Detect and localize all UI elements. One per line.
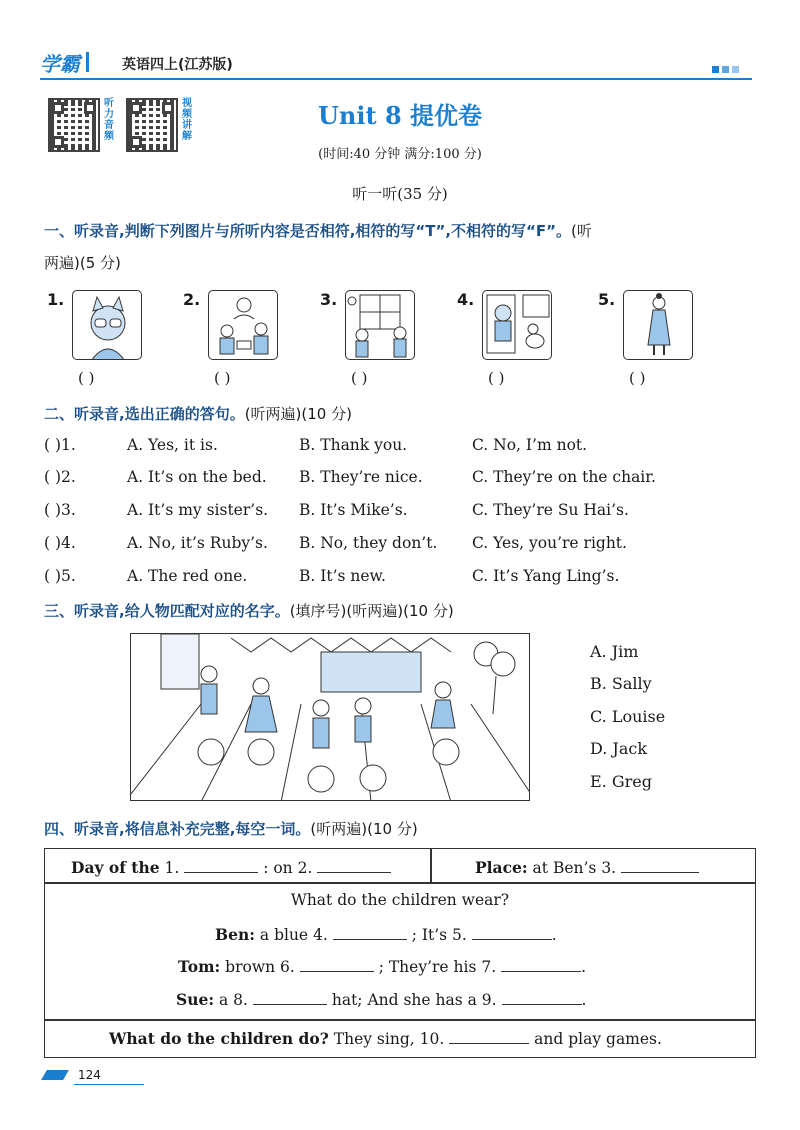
- question-paren[interactable]: ( )5.: [44, 567, 76, 585]
- option-b: B. It’s Mike’s.: [299, 501, 408, 519]
- blank-10[interactable]: [449, 1030, 529, 1044]
- section1-title: 一、听录音,判断下列图片与所听内容是否相符,相符的写“T”,不相符的写“F”。: [44, 222, 572, 240]
- blank-number: 2.: [297, 859, 313, 877]
- question-row: [44, 436, 756, 462]
- option-b: B. No, they don’t.: [299, 534, 438, 552]
- option-b: B. Thank you.: [299, 436, 408, 454]
- blank-number: 1.: [164, 859, 180, 877]
- option-a: A. Yes, it is.: [127, 436, 218, 454]
- qr-code-video-icon[interactable]: [126, 98, 178, 152]
- row-tom: [178, 957, 586, 976]
- section1-heading: [44, 220, 592, 241]
- blank-9[interactable]: [502, 991, 582, 1005]
- question-row: [44, 501, 756, 527]
- option-a: A. It’s on the bed.: [127, 468, 267, 486]
- name-sue: Sue:: [176, 990, 215, 1009]
- name-option: E. Greg: [590, 772, 652, 791]
- question-row: [44, 534, 756, 560]
- brand-logo: [40, 46, 89, 78]
- answer-paren[interactable]: ( ): [78, 369, 95, 387]
- option-b: B. It’s new.: [299, 567, 386, 585]
- section4-title: 四、听录音,将信息补充完整,每空一词。: [44, 820, 311, 838]
- answer-paren[interactable]: ( ): [214, 369, 231, 387]
- family-picture: [208, 290, 278, 360]
- page-footer: [44, 1066, 104, 1088]
- answer-paren[interactable]: ( ): [488, 369, 505, 387]
- logo-text: 学霸: [40, 51, 80, 76]
- party-window-icon: [346, 291, 415, 360]
- picture-number: 4.: [457, 290, 475, 309]
- party-scene-picture: [130, 633, 530, 801]
- blank-8[interactable]: [253, 991, 327, 1005]
- section4-heading: [44, 818, 418, 839]
- blank-number: 5.: [452, 926, 467, 944]
- row-activity: [109, 1029, 662, 1048]
- question-row: [44, 468, 756, 494]
- option-c: C. They’re on the chair.: [472, 468, 656, 486]
- day-text: : on: [263, 859, 293, 877]
- pen-icon: [41, 1070, 69, 1080]
- time-score-info: (时间:40 分钟 满分:100 分): [318, 147, 482, 162]
- header-square-icon: [732, 66, 739, 73]
- party-window-picture: [345, 290, 415, 360]
- table-cell-day: [71, 858, 391, 877]
- option-c: C. They’re Su Hai’s.: [472, 501, 629, 519]
- blank-6[interactable]: [300, 958, 374, 972]
- picture-number: 2.: [183, 290, 201, 309]
- blank-1[interactable]: [184, 859, 258, 873]
- text: .: [581, 958, 587, 976]
- blank-number: 7.: [481, 958, 497, 976]
- text: a blue: [259, 926, 309, 944]
- question-paren[interactable]: ( )3.: [44, 501, 76, 519]
- option-a: A. The red one.: [127, 567, 248, 585]
- section2-heading: [44, 403, 352, 424]
- option-a: A. No, it’s Ruby’s.: [127, 534, 268, 552]
- place-text: at Ben’s: [532, 859, 597, 877]
- girl-dress-picture: [623, 290, 693, 360]
- day-label: Day of the: [71, 858, 160, 877]
- blank-number: 8.: [233, 991, 248, 1009]
- text: brown: [225, 958, 276, 976]
- footer-rule: [74, 1084, 144, 1085]
- table-cell-place: [475, 858, 699, 877]
- table-rule: [45, 882, 755, 884]
- blank-number: 6.: [280, 958, 295, 976]
- name-option: D. Jack: [590, 739, 648, 758]
- picture-number: 1.: [47, 290, 65, 309]
- section1-tail: (听: [571, 222, 592, 240]
- dog-door-picture: [482, 290, 552, 360]
- girl-dress-icon: [624, 291, 693, 360]
- question-paren[interactable]: ( )4.: [44, 534, 76, 552]
- wear-question: What do the children wear?: [290, 891, 510, 909]
- section2-title: 二、听录音,选出正确的答句。: [44, 405, 245, 423]
- family-icon: [209, 291, 278, 360]
- option-b: B. They’re nice.: [299, 468, 423, 486]
- text: ; It’s: [411, 926, 448, 944]
- section3-heading: [44, 600, 454, 621]
- option-c: C. It’s Yang Ling’s.: [472, 567, 620, 585]
- header-square-icon: [722, 66, 729, 73]
- blank-4[interactable]: [333, 926, 407, 940]
- blank-number: 4.: [313, 926, 328, 944]
- text: a: [218, 991, 229, 1009]
- table-rule: [45, 1019, 755, 1021]
- row-ben: [215, 925, 557, 944]
- section3-tail: (填序号)(听两遍)(10 分): [289, 602, 454, 620]
- table-divider: [430, 849, 432, 882]
- activity-question: What do the children do?: [109, 1029, 329, 1048]
- picture-number: 5.: [598, 290, 616, 309]
- page-header: [40, 44, 752, 80]
- text: They sing,: [333, 1030, 415, 1048]
- page-title: Unit 8 提优卷: [318, 101, 482, 130]
- blank-5[interactable]: [472, 926, 552, 940]
- dog-door-icon: [483, 291, 552, 360]
- glasses-cat-picture: [72, 290, 142, 360]
- name-option: A. Jim: [590, 642, 639, 661]
- option-c: C. Yes, you’re right.: [472, 534, 627, 552]
- text: ; They’re his: [378, 958, 477, 976]
- picture-number: 3.: [320, 290, 338, 309]
- part-heading: 听一听(35 分): [352, 185, 448, 203]
- question-row: [44, 567, 756, 593]
- place-label: Place:: [475, 858, 528, 877]
- section4-tail: (听两遍)(10 分): [310, 820, 418, 838]
- section3-title: 三、听录音,给人物匹配对应的名字。: [44, 602, 290, 620]
- answer-paren[interactable]: ( ): [351, 369, 368, 387]
- blank-2[interactable]: [317, 859, 391, 873]
- book-title: 英语四上(江苏版): [122, 57, 233, 73]
- party-stage-icon: [131, 634, 530, 801]
- question-paren[interactable]: ( )2.: [44, 468, 76, 486]
- section1-line2: 两遍)(5 分): [44, 254, 121, 272]
- text: hat; And she has a: [331, 991, 477, 1009]
- logo-divider: [86, 52, 89, 72]
- qr-label-video: 视频讲解: [182, 98, 192, 142]
- name-option: B. Sally: [590, 674, 652, 693]
- qr-label-audio: 听力音频: [104, 98, 114, 142]
- answer-paren[interactable]: ( ): [629, 369, 646, 387]
- name-ben: Ben:: [215, 925, 255, 944]
- section2-tail: (听两遍)(10 分): [244, 405, 352, 423]
- text: .: [551, 926, 557, 944]
- info-table: [44, 848, 756, 1058]
- name-tom: Tom:: [178, 957, 221, 976]
- header-square-icon: [712, 66, 719, 73]
- question-paren[interactable]: ( )1.: [44, 436, 76, 454]
- option-a: A. It’s my sister’s.: [127, 501, 269, 519]
- blank-number: 3.: [601, 859, 617, 877]
- page-number: 124: [78, 1068, 101, 1082]
- text: .: [581, 991, 587, 1009]
- glasses-cat-icon: [73, 291, 142, 360]
- qr-code-audio-icon[interactable]: [48, 98, 100, 152]
- blank-7[interactable]: [501, 958, 581, 972]
- text: and play games.: [534, 1030, 662, 1048]
- blank-number: 10.: [419, 1030, 445, 1048]
- row-sue: [176, 990, 586, 1009]
- option-c: C. No, I’m not.: [472, 436, 588, 454]
- name-option: C. Louise: [590, 707, 666, 726]
- blank-number: 9.: [481, 991, 497, 1009]
- header-rule: [40, 78, 752, 80]
- blank-3[interactable]: [621, 859, 699, 873]
